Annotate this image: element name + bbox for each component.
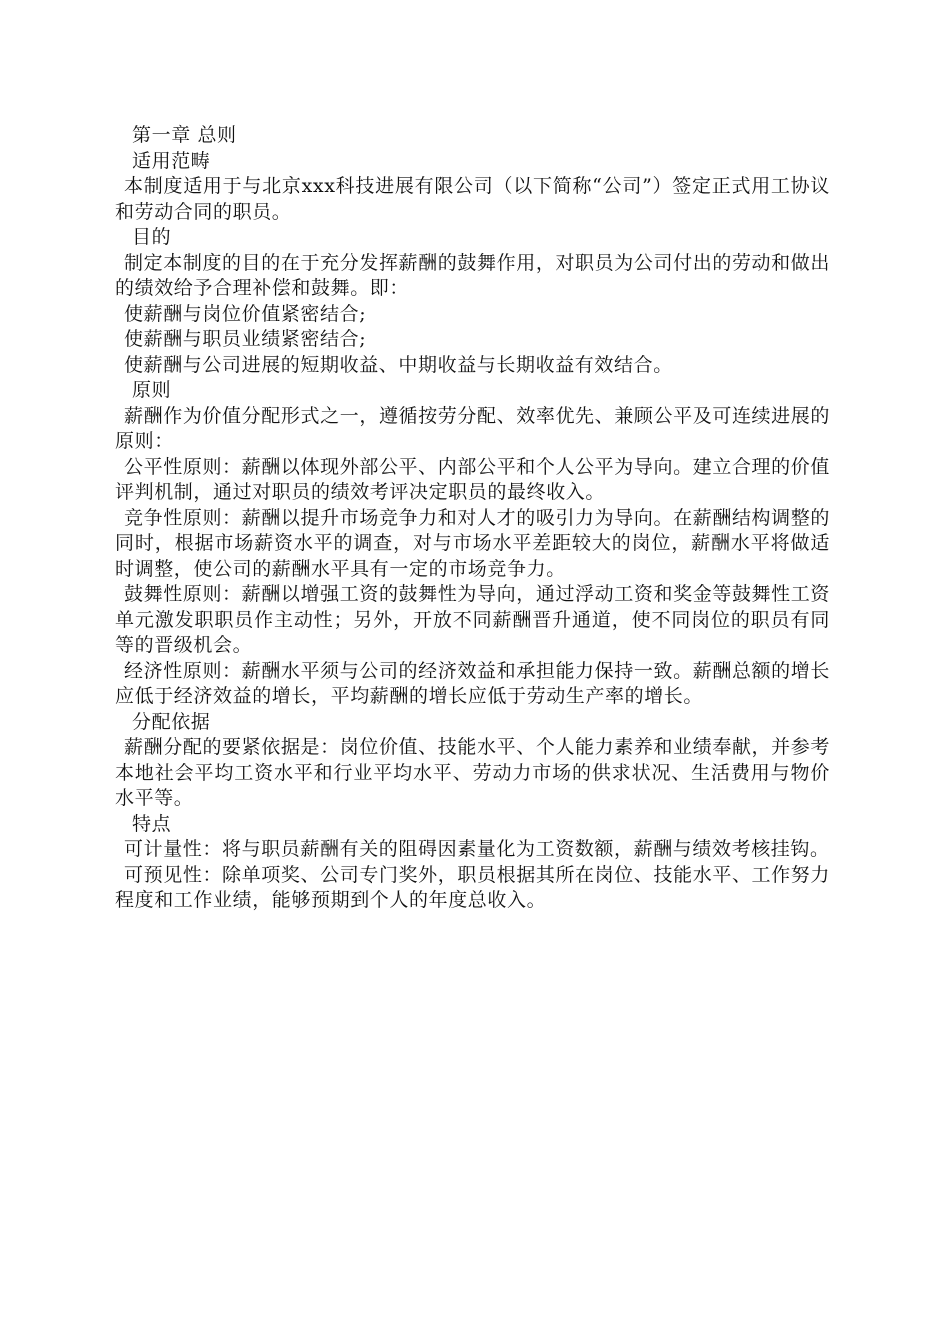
list-item-purpose-1: 使薪酬与岗位价值紧密结合; [124, 302, 367, 325]
paragraph-principle-competitiveness: 竞争性原则：薪酬以提升市场竞争力和对人才的吸引力为导向。在薪酬结构调整的同时，根据市场薪资水平的调查，对与市场水平差距较大的岗位，薪酬水平将做适时调整，使公司的薪酬水平具有一定的市场竞争力。 [115, 506, 830, 580]
section-heading-features: 特点 [132, 812, 172, 835]
chapter-title: 第一章 总则 [132, 124, 237, 146]
paragraph-principles-intro: 薪酬作为价值分配形式之一，遵循按劳分配、效率优先、兼顾公平及可连续进展的原则： [115, 404, 830, 452]
paragraph-principle-fairness: 公平性原则：薪酬以体现外部公平、内部公平和个人公平为导向。建立合理的价值评判机制，通过对职员的绩效考评决定职员的最终收入。 [115, 455, 830, 503]
section-heading-purpose: 目的 [132, 226, 172, 248]
section-heading-basis: 分配依据 [132, 710, 211, 733]
paragraph-purpose: 制定本制度的目的在于充分发挥薪酬的鼓舞作用，对职员为公司付出的劳动和做出的绩效给予合理补偿和鼓舞。即： [115, 251, 830, 299]
document-body [115, 123, 830, 914]
paragraph-principle-incentive: 鼓舞性原则：薪酬以增强工资的鼓舞性为导向，通过浮动工资和奖金等鼓舞性工资单元激发职职员作主动性；另外，开放不同薪酬晋升通道，使不同岗位的职员有同等的晋级机会。 [115, 583, 830, 656]
paragraph-scope: 本制度适用于与北京xxx科技进展有限公司（以下简称“公司”）签定正式用工协议和劳动合同的职员。 [115, 175, 830, 223]
paragraph-feature-measurable: 可计量性：将与职员薪酬有关的阻碍因素量化为工资数额，薪酬与绩效考核挂钩。 [124, 838, 830, 860]
paragraph-feature-predictable: 可预见性：除单项奖、公司专门奖外，职员根据其所在岗位、技能水平、工作努力程度和工作业绩，能够预期到个人的年度总收入。 [115, 863, 830, 911]
list-item-purpose-3: 使薪酬与公司进展的短期收益、中期收益与长期收益有效结合。 [124, 353, 673, 376]
section-heading-principles: 原则 [132, 379, 172, 401]
paragraph-principle-economy: 经济性原则：薪酬水平须与公司的经济效益和承担能力保持一致。薪酬总额的增长应低于经济效益的增长，平均薪酬的增长应低于劳动生产率的增长。 [115, 659, 830, 707]
paragraph-basis: 薪酬分配的要紧依据是：岗位价值、技能水平、个人能力素养和业绩奉献，并参考本地社会平均工资水平和行业平均水平、劳动力市场的供求状况、生活费用与物价水平等。 [115, 736, 830, 809]
section-heading-scope: 适用范畴 [132, 149, 211, 172]
list-item-purpose-2: 使薪酬与职员业绩紧密结合; [124, 328, 367, 350]
